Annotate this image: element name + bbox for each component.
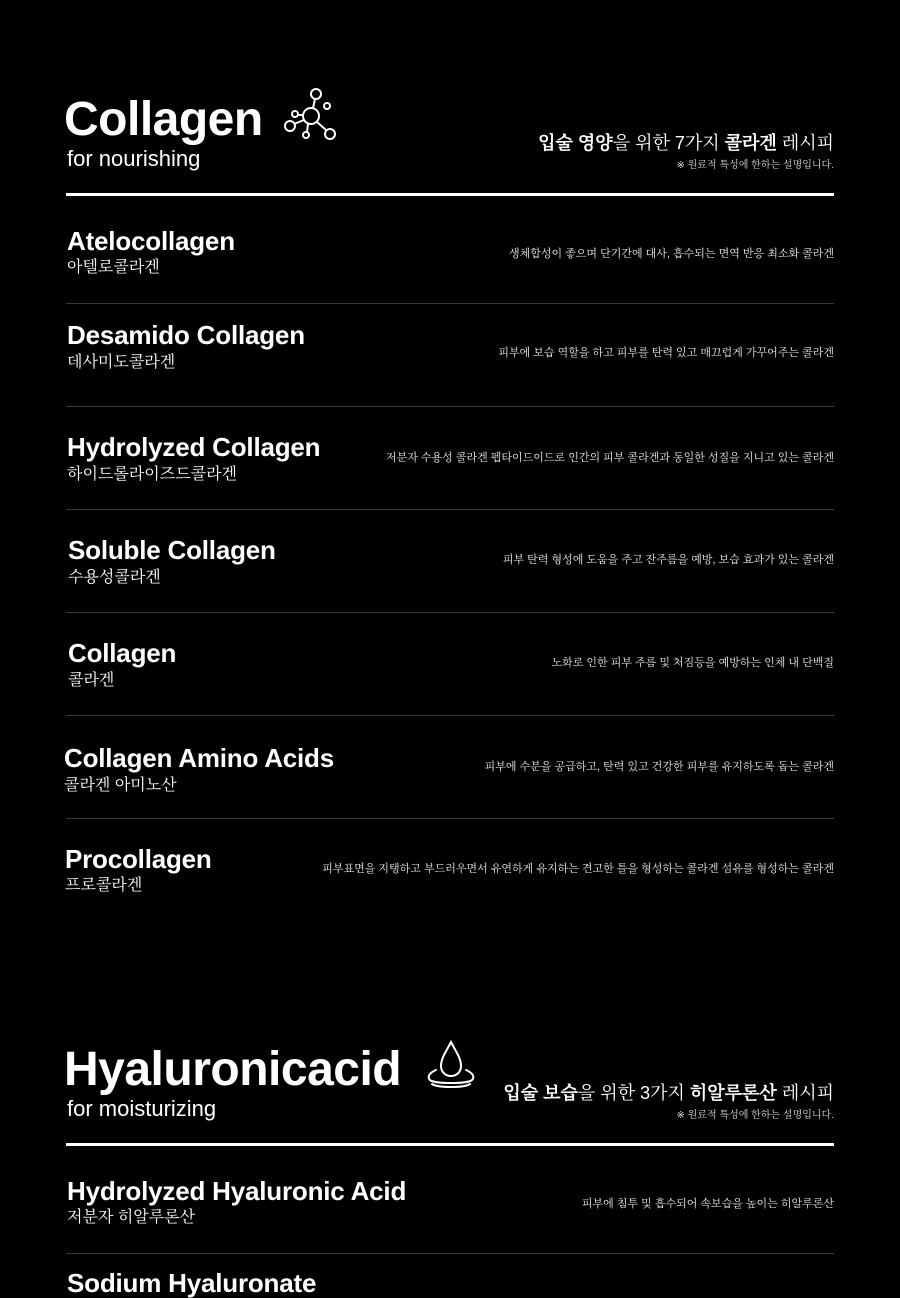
collagen-subtitle: for nourishing xyxy=(67,146,201,171)
row-divider xyxy=(66,715,834,716)
ingredient-name: Hydrolyzed Hyaluronic Acid xyxy=(67,1176,407,1206)
ingredient-description: 피부에 보습 역할을 하고 피부를 탄력 있고 매끄럽게 가꾸어주는 콜라겐 xyxy=(498,347,834,359)
ingredient-korean-name: 콜라겐 아미노산 xyxy=(64,777,177,794)
row-divider xyxy=(66,1253,834,1254)
ingredient-name: Hydrolyzed Collagen xyxy=(67,432,321,462)
hyaluronic-note: ※ 원료적 특성에 한하는 설명입니다. xyxy=(676,1110,834,1121)
row-divider xyxy=(66,406,834,407)
molecule-icon xyxy=(282,86,338,142)
hyaluronic-recipe-heading: 입술 보습을 위한 3가지 히알루론산 레시피 xyxy=(503,1083,834,1103)
row-divider xyxy=(66,612,834,613)
ingredient-korean-name: 콜라겐 xyxy=(68,672,115,689)
ingredient-description: 생체합성이 좋으며 단기간에 대사, 흡수되는 면역 반응 최소화 콜라겐 xyxy=(508,248,834,260)
collagen-recipe-heading: 입술 영양을 위한 7가지 콜라겐 레시피 xyxy=(538,133,834,153)
ingredient-name: Collagen Amino Acids xyxy=(64,743,334,773)
row-divider xyxy=(66,303,834,304)
collagen-divider xyxy=(66,193,834,196)
ingredient-description: 피부 탄력 형성에 도움을 주고 잔주름을 예방, 보습 효과가 있는 콜라겐 xyxy=(502,554,834,566)
ingredient-description: 피부에 수분을 공급하고, 탄력 있고 건강한 피부를 유지하도록 돕는 콜라겐 xyxy=(484,761,834,773)
ingredient-name: Atelocollagen xyxy=(67,226,235,256)
ingredient-name: Collagen xyxy=(68,638,177,668)
ingredient-description: 피부표면을 지탱하고 부드러우면서 유연하게 유지하는 견고한 틀을 형성하는 콜라겐 섬유를 형성하는 콜라겐 xyxy=(322,863,834,875)
ingredient-korean-name: 저분자 히알루론산 xyxy=(67,1209,196,1226)
water-drop-icon xyxy=(424,1040,478,1092)
ingredient-korean-name: 하이드롤라이즈드콜라겐 xyxy=(67,466,238,483)
ingredient-korean-name: 수용성콜라겐 xyxy=(68,569,161,586)
ingredient-korean-name: 데사미도콜라겐 xyxy=(67,354,176,371)
ingredient-name: Soluble Collagen xyxy=(68,535,276,565)
ingredient-korean-name: 아텔로콜라겐 xyxy=(67,259,160,276)
hyaluronic-subtitle: for moisturizing xyxy=(67,1096,217,1121)
hyaluronic-title: Hyaluronicacid xyxy=(64,1043,402,1096)
ingredient-description: 노화로 인한 피부 주름 및 처짐등을 예방하는 인체 내 단백질 xyxy=(551,657,834,669)
row-divider xyxy=(66,818,834,819)
ingredient-name: Procollagen xyxy=(65,844,212,874)
ingredient-name: Desamido Collagen xyxy=(67,320,305,350)
collagen-note: ※ 원료적 특성에 한하는 설명입니다. xyxy=(676,160,834,171)
collagen-title: Collagen xyxy=(64,93,263,146)
row-divider xyxy=(66,509,834,510)
ingredient-name: Sodium Hyaluronate xyxy=(67,1268,317,1298)
ingredient-description: 저분자 수용성 콜라겐 펩타이드이드로 인간의 피부 콜라겐과 동일한 성질을 지니고 있는 콜라겐 xyxy=(385,452,834,464)
hyaluronic-divider xyxy=(66,1143,834,1146)
ingredient-korean-name: 프로콜라겐 xyxy=(65,877,143,894)
ingredient-description: 피부에 침투 및 흡수되어 속보습을 높이는 히알루론산 xyxy=(581,1198,834,1210)
